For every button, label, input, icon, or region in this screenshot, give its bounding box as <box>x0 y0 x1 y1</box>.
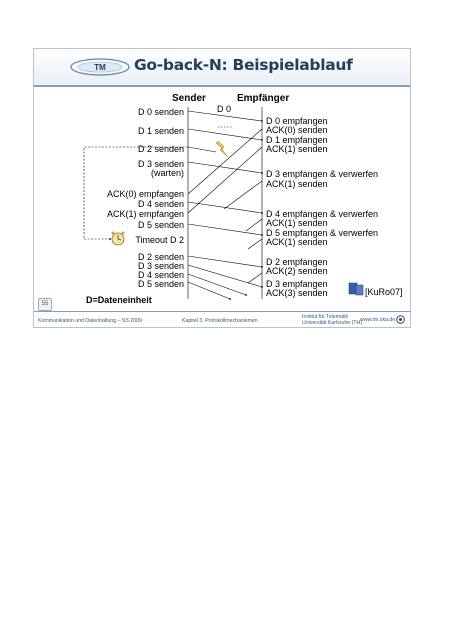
receiver-event: ACK(0) senden <box>266 125 328 135</box>
arrow-d5-resend <box>188 282 230 299</box>
footer <box>34 311 410 328</box>
receiver-header: Empfänger <box>237 93 290 104</box>
arrow-d1 <box>188 129 262 140</box>
receiver-event: D 4 empfangen & verwerfen <box>266 209 379 219</box>
receiver-event: ACK(2) senden <box>266 266 328 276</box>
arrow-ack1-b <box>224 181 262 209</box>
sender-event: D 3 senden <box>137 261 184 271</box>
lightning-icon <box>216 141 228 157</box>
sender-event: D 4 senden <box>137 270 184 280</box>
arrow-d3 <box>188 162 262 173</box>
receiver-event: D 3 empfangen & verwerfen <box>266 169 379 179</box>
arrow-d4 <box>188 202 262 213</box>
timeout-label: Timeout D 2 <box>135 235 184 245</box>
receiver-event: D 1 empfangen <box>266 135 328 145</box>
arrow-d2-lost <box>188 147 216 152</box>
arrow-ack1 <box>188 147 262 213</box>
footer-course: Kommunikation und Datenhaltung – SS 2009 <box>38 318 142 324</box>
arrow-d5 <box>188 224 262 235</box>
sender-event: D 2 senden <box>137 144 184 154</box>
arrow-ack2 <box>248 273 262 283</box>
footer-institute: Institut für Telematik <box>302 314 349 320</box>
sender-event: D 5 senden <box>137 220 184 230</box>
sender-event: ACK(0) empfangen <box>106 189 184 199</box>
sender-event: (warten) <box>150 168 184 178</box>
arrow-ack0 <box>188 129 262 194</box>
page-number: 55 <box>38 298 52 311</box>
sender-header: Sender <box>172 93 206 104</box>
sender-event: D 2 senden <box>137 252 184 262</box>
footer-url[interactable]: www.tm.uka.de <box>360 317 396 323</box>
svg-text:TM: TM <box>94 63 106 72</box>
footer-chapter: Kapitel 3: Protokollmechanismen <box>182 318 258 324</box>
sender-event: D 0 senden <box>137 107 184 117</box>
receiver-event: ACK(1) senden <box>266 218 328 228</box>
receiver-event: D 5 empfangen & verwerfen <box>266 228 379 238</box>
arrow-d3-resend <box>188 265 262 287</box>
legend: D=Dateneinheit <box>86 295 152 305</box>
sender-event: D 3 senden <box>137 159 184 169</box>
slide-title: Go-back-N: Beispielablauf <box>134 56 353 74</box>
footer-university: Universität Karlsruhe (TH) <box>302 320 362 326</box>
sender-event: ACK(1) empfangen <box>106 209 184 219</box>
arrow-d0 <box>188 111 262 121</box>
footer-logo-icon <box>396 315 405 324</box>
receiver-event: ACK(1) senden <box>266 179 328 189</box>
receiver-event: D 2 empfangen <box>266 257 328 267</box>
arrow-ack1-d <box>248 239 262 249</box>
in-transit-label: D 0 <box>217 104 232 114</box>
receiver-event: ACK(1) senden <box>266 237 328 247</box>
sender-event: D 4 senden <box>137 199 184 209</box>
sender-event: D 5 senden <box>137 279 184 289</box>
receiver-event: ACK(3) senden <box>266 288 328 298</box>
sender-event: D 1 senden <box>137 126 184 136</box>
book-icon <box>349 283 363 295</box>
arrow-ack1-c <box>246 219 262 231</box>
receiver-event: D 0 empfangen <box>266 116 328 126</box>
citation: [KuRo07] <box>365 287 403 297</box>
arrow-d2-resend <box>188 256 262 267</box>
receiver-event: D 3 empfangen <box>266 279 328 289</box>
slide <box>33 48 411 328</box>
arrow-d4-resend <box>188 274 246 295</box>
receiver-event: ACK(1) senden <box>266 144 328 154</box>
